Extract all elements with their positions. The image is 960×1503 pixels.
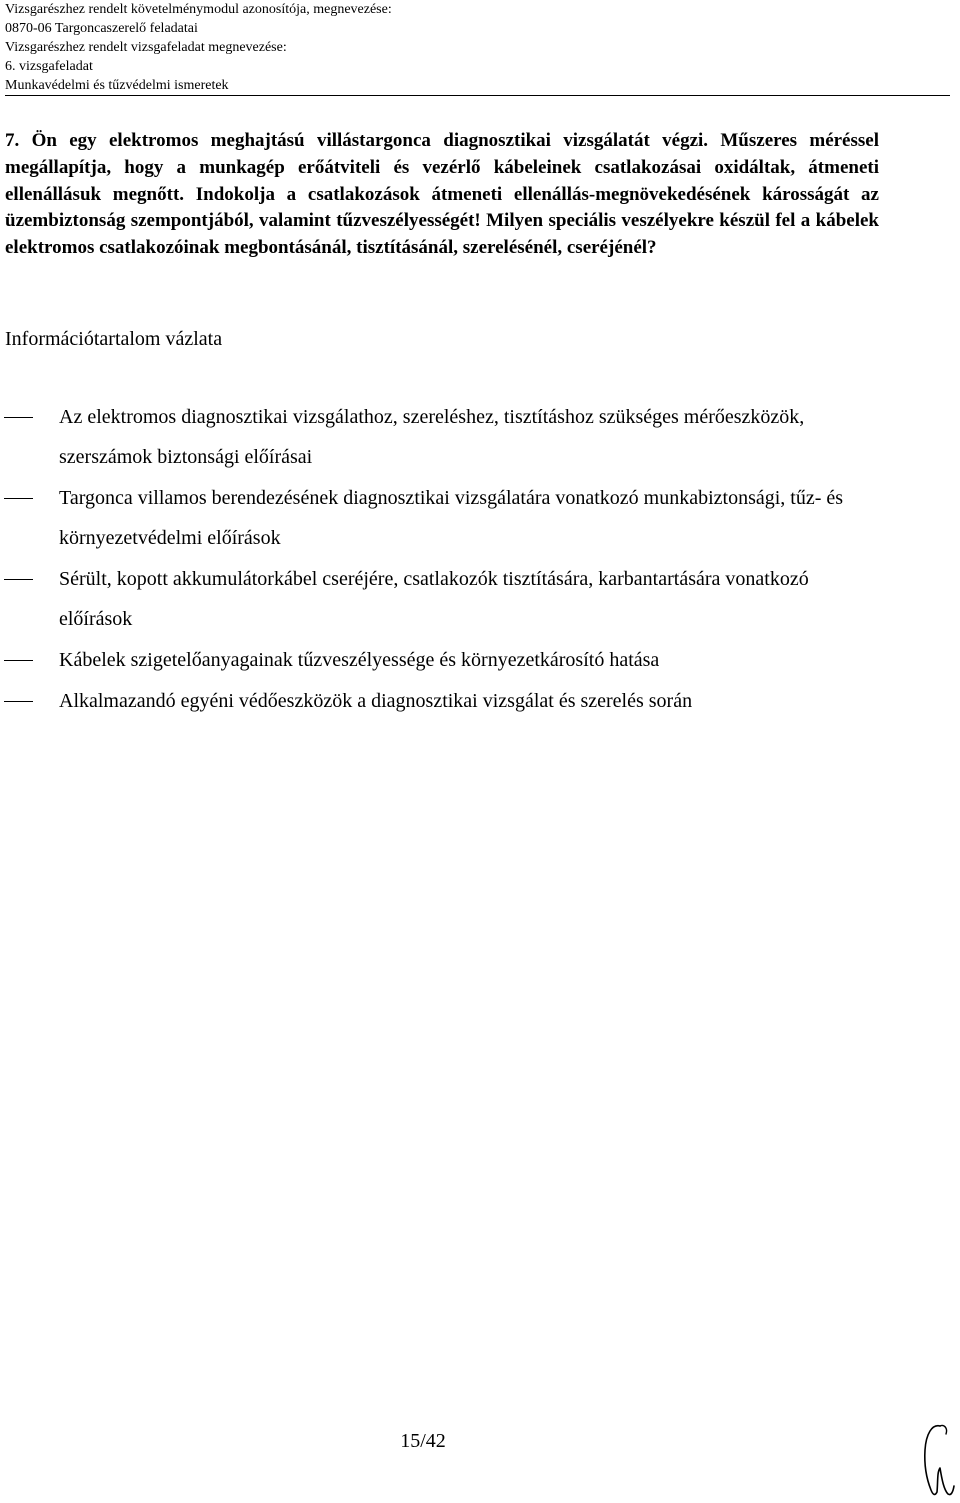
outline-item-text: Alkalmazandó egyéni védőeszközök a diagnosztikai vizsgálat és szerelés során — [59, 690, 693, 712]
outline-item-text: Sérült, kopott akkumulátorkábel cseréjére, csatlakozók tisztítására, karbantartására vonatkozó előírások — [59, 568, 809, 630]
outline-item-text: Az elektromos diagnosztikai vizsgálathoz, szereléshez, tisztításhoz szükséges mérőeszközök, szerszámok biztonsági előírásai — [59, 406, 805, 468]
outline-item-text: Targonca villamos berendezésének diagnosztikai vizsgálatára vonatkozó munkabiztonsági, tűz- és környezetvédelmi előírások — [59, 487, 844, 549]
outline-item — [0, 681, 859, 721]
handwritten-signature — [918, 1420, 958, 1500]
header-line-task-name: Munkavédelmi és tűzvédelmi ismeretek — [5, 78, 229, 93]
outline-item — [0, 559, 859, 639]
outline-item — [0, 640, 859, 680]
section-title: Információtartalom vázlata — [5, 328, 223, 350]
page-number: 15/42 — [400, 1430, 446, 1452]
document-header — [5, 0, 945, 95]
dash-bullet-icon — [4, 579, 33, 580]
question-text: 7. Ön egy elektromos meghajtású villástargonca diagnosztikai vizsgálatát végzi. Műszeres méréssel megállapítja, hogy a munkagép erőátviteli és vezérlő kábeleinek csatlakozásai oxidáltak, átmeneti ellenállásuk megnőtt. Indokolja a csatlakozások átmeneti ellenállás-megnövekedésének károsságát az üzembiztonság szempontjából, valamint tűzveszélyességét! Milyen speciális veszélyekre készül fel a kábelek elektromos csatlakozóinak megbontásánál, tisztításánál, szerelésénél, cseréjénél? — [5, 130, 879, 259]
dash-bullet-icon — [4, 498, 33, 499]
header-divider — [5, 95, 950, 96]
outline-list — [0, 397, 960, 722]
header-line-module-name: 0870-06 Targoncaszerelő feladatai — [5, 21, 198, 36]
outline-item — [0, 478, 859, 558]
header-line-module-label: Vizsgarészhez rendelt követelménymodul azonosítója, megnevezése: — [5, 2, 392, 17]
dash-bullet-icon — [4, 417, 33, 418]
dash-bullet-icon — [4, 660, 33, 661]
outline-item-text: Kábelek szigetelőanyagainak tűzveszélyessége és környezetkárosító hatása — [59, 649, 660, 671]
header-line-task-label: Vizsgarészhez rendelt vizsgafeladat megnevezése: — [5, 40, 287, 55]
outline-item — [0, 397, 859, 477]
header-line-task-number: 6. vizsgafeladat — [5, 59, 93, 74]
dash-bullet-icon — [4, 701, 33, 702]
